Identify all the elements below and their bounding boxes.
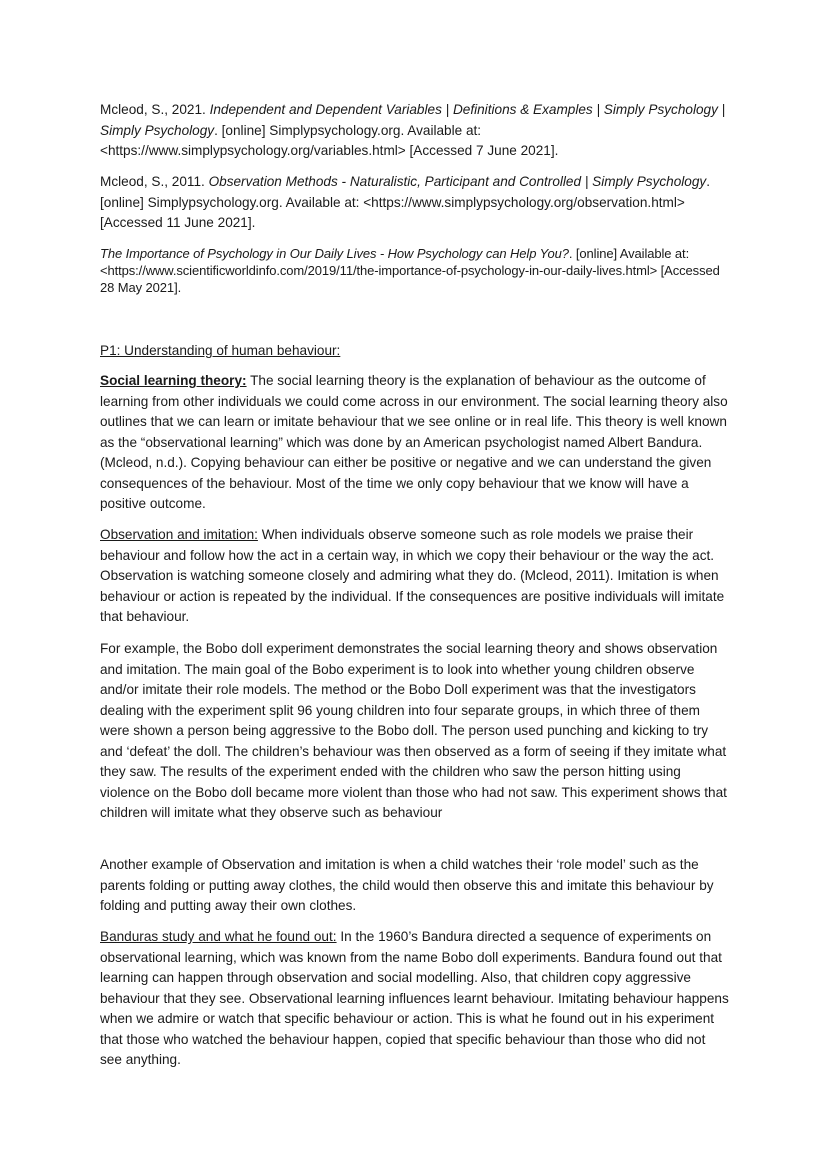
reference-2: [100, 172, 730, 234]
example-paragraph: [100, 855, 730, 917]
reference-3-details: . [online] Available at: <https://www.scientificworldinfo.com/2019/11/the-importance-of-psychology-in-our-daily-lives.html> [Accessed 28 May 2021].: [100, 246, 720, 295]
section-heading-text: P1: Understanding of human behaviour:: [100, 343, 341, 358]
bobo-paragraph: [100, 639, 730, 824]
observation-paragraph: [100, 525, 730, 628]
bandura-paragraph: [100, 927, 730, 1071]
bobo-text: For example, the Bobo doll experiment demonstrates the social learning theory and shows observation and imitation. The main goal of the Bobo experiment is to look into whether young children observe and/or imitate their role models. The method or the Bobo Doll experiment was that the investigators dealing with the experiment split 96 young children into four separate groups, in which three of them were shown a person being aggressive to the Bobo doll. The person used punching and kicking to try and ‘defeat’ the doll. The children’s behaviour was then observed as a form of seeing if they imitate what they saw. The results of the experiment ended with the children who saw the person hitting using violence on the Bobo doll became more violent than those who had not saw. This experiment shows that children will imitate what they observe such as behaviour: [100, 641, 727, 820]
social-learning-paragraph: [100, 371, 730, 515]
section-heading: [100, 341, 730, 362]
reference-2-details: . [online] Simplypsychology.org. Available at: <https://www.simplypsychology.org/observation.html> [Accessed 11 June 2021].: [100, 174, 711, 230]
observation-text: When individuals observe someone such as role models we praise their behaviour and follow how the act in a certain way, in which we copy their behaviour or the way the act. Observation is watching someone closely and admiring what they do. (Mcleod, 2011). Imitation is when behaviour or action is repeated by the individual. If the consequences are positive individuals will imitate that behaviour.: [100, 527, 725, 624]
example-text: Another example of Observation and imitation is when a child watches their ‘role model’ such as the parents folding or putting away clothes, the child would then observe this and imitate this behaviour by folding and putting away their own clothes.: [100, 857, 714, 913]
observation-heading: Observation and imitation:: [100, 527, 258, 542]
bandura-heading: Banduras study and what he found out:: [100, 929, 337, 944]
reference-1-details: . [online] Simplypsychology.org. Available at: <https://www.simplypsychology.org/variables.html> [Accessed 7 June 2021].: [100, 122, 559, 158]
reference-2-author: Mcleod, S., 2011.: [100, 174, 209, 189]
reference-1-title: Independent and Dependent Variables | Definitions & Examples | Simply Psychology | Simply Psychology: [100, 102, 726, 138]
reference-3-title: The Importance of Psychology in Our Daily Lives - How Psychology can Help You?: [100, 246, 569, 261]
reference-1: [100, 100, 730, 162]
bandura-text: In the 1960’s Bandura directed a sequence of experiments on observational learning, which was known from the name Bobo doll experiments. Bandura found out that learning can happen through observation and social modelling. Also, that children copy aggressive behaviour that they see. Observational learning influences learnt behaviour. Imitating behaviour happens when we admire or watch that specific behaviour or action. This is what he found out in his experiment that those who watched the behaviour happen, copied that specific behaviour than those who did not see anything.: [100, 929, 729, 1067]
social-learning-heading: Social learning theory:: [100, 373, 247, 388]
social-learning-text: The social learning theory is the explanation of behaviour as the outcome of learning from other individuals we could come across in our environment. The social learning theory also outlines that we can learn or imitate behaviour that we see online or in real life. This theory is well known as the “observational learning” which was done by an American psychologist named Albert Bandura. (Mcleod, n.d.). Copying behaviour can either be positive or negative and we can understand the given consequences of the behaviour. Most of the time we only copy behaviour that we know will have a positive outcome.: [100, 373, 728, 511]
reference-2-title: Observation Methods - Naturalistic, Participant and Controlled | Simply Psychology: [208, 174, 707, 189]
reference-3: [100, 245, 730, 296]
reference-1-author: Mcleod, S., 2021.: [100, 102, 210, 117]
